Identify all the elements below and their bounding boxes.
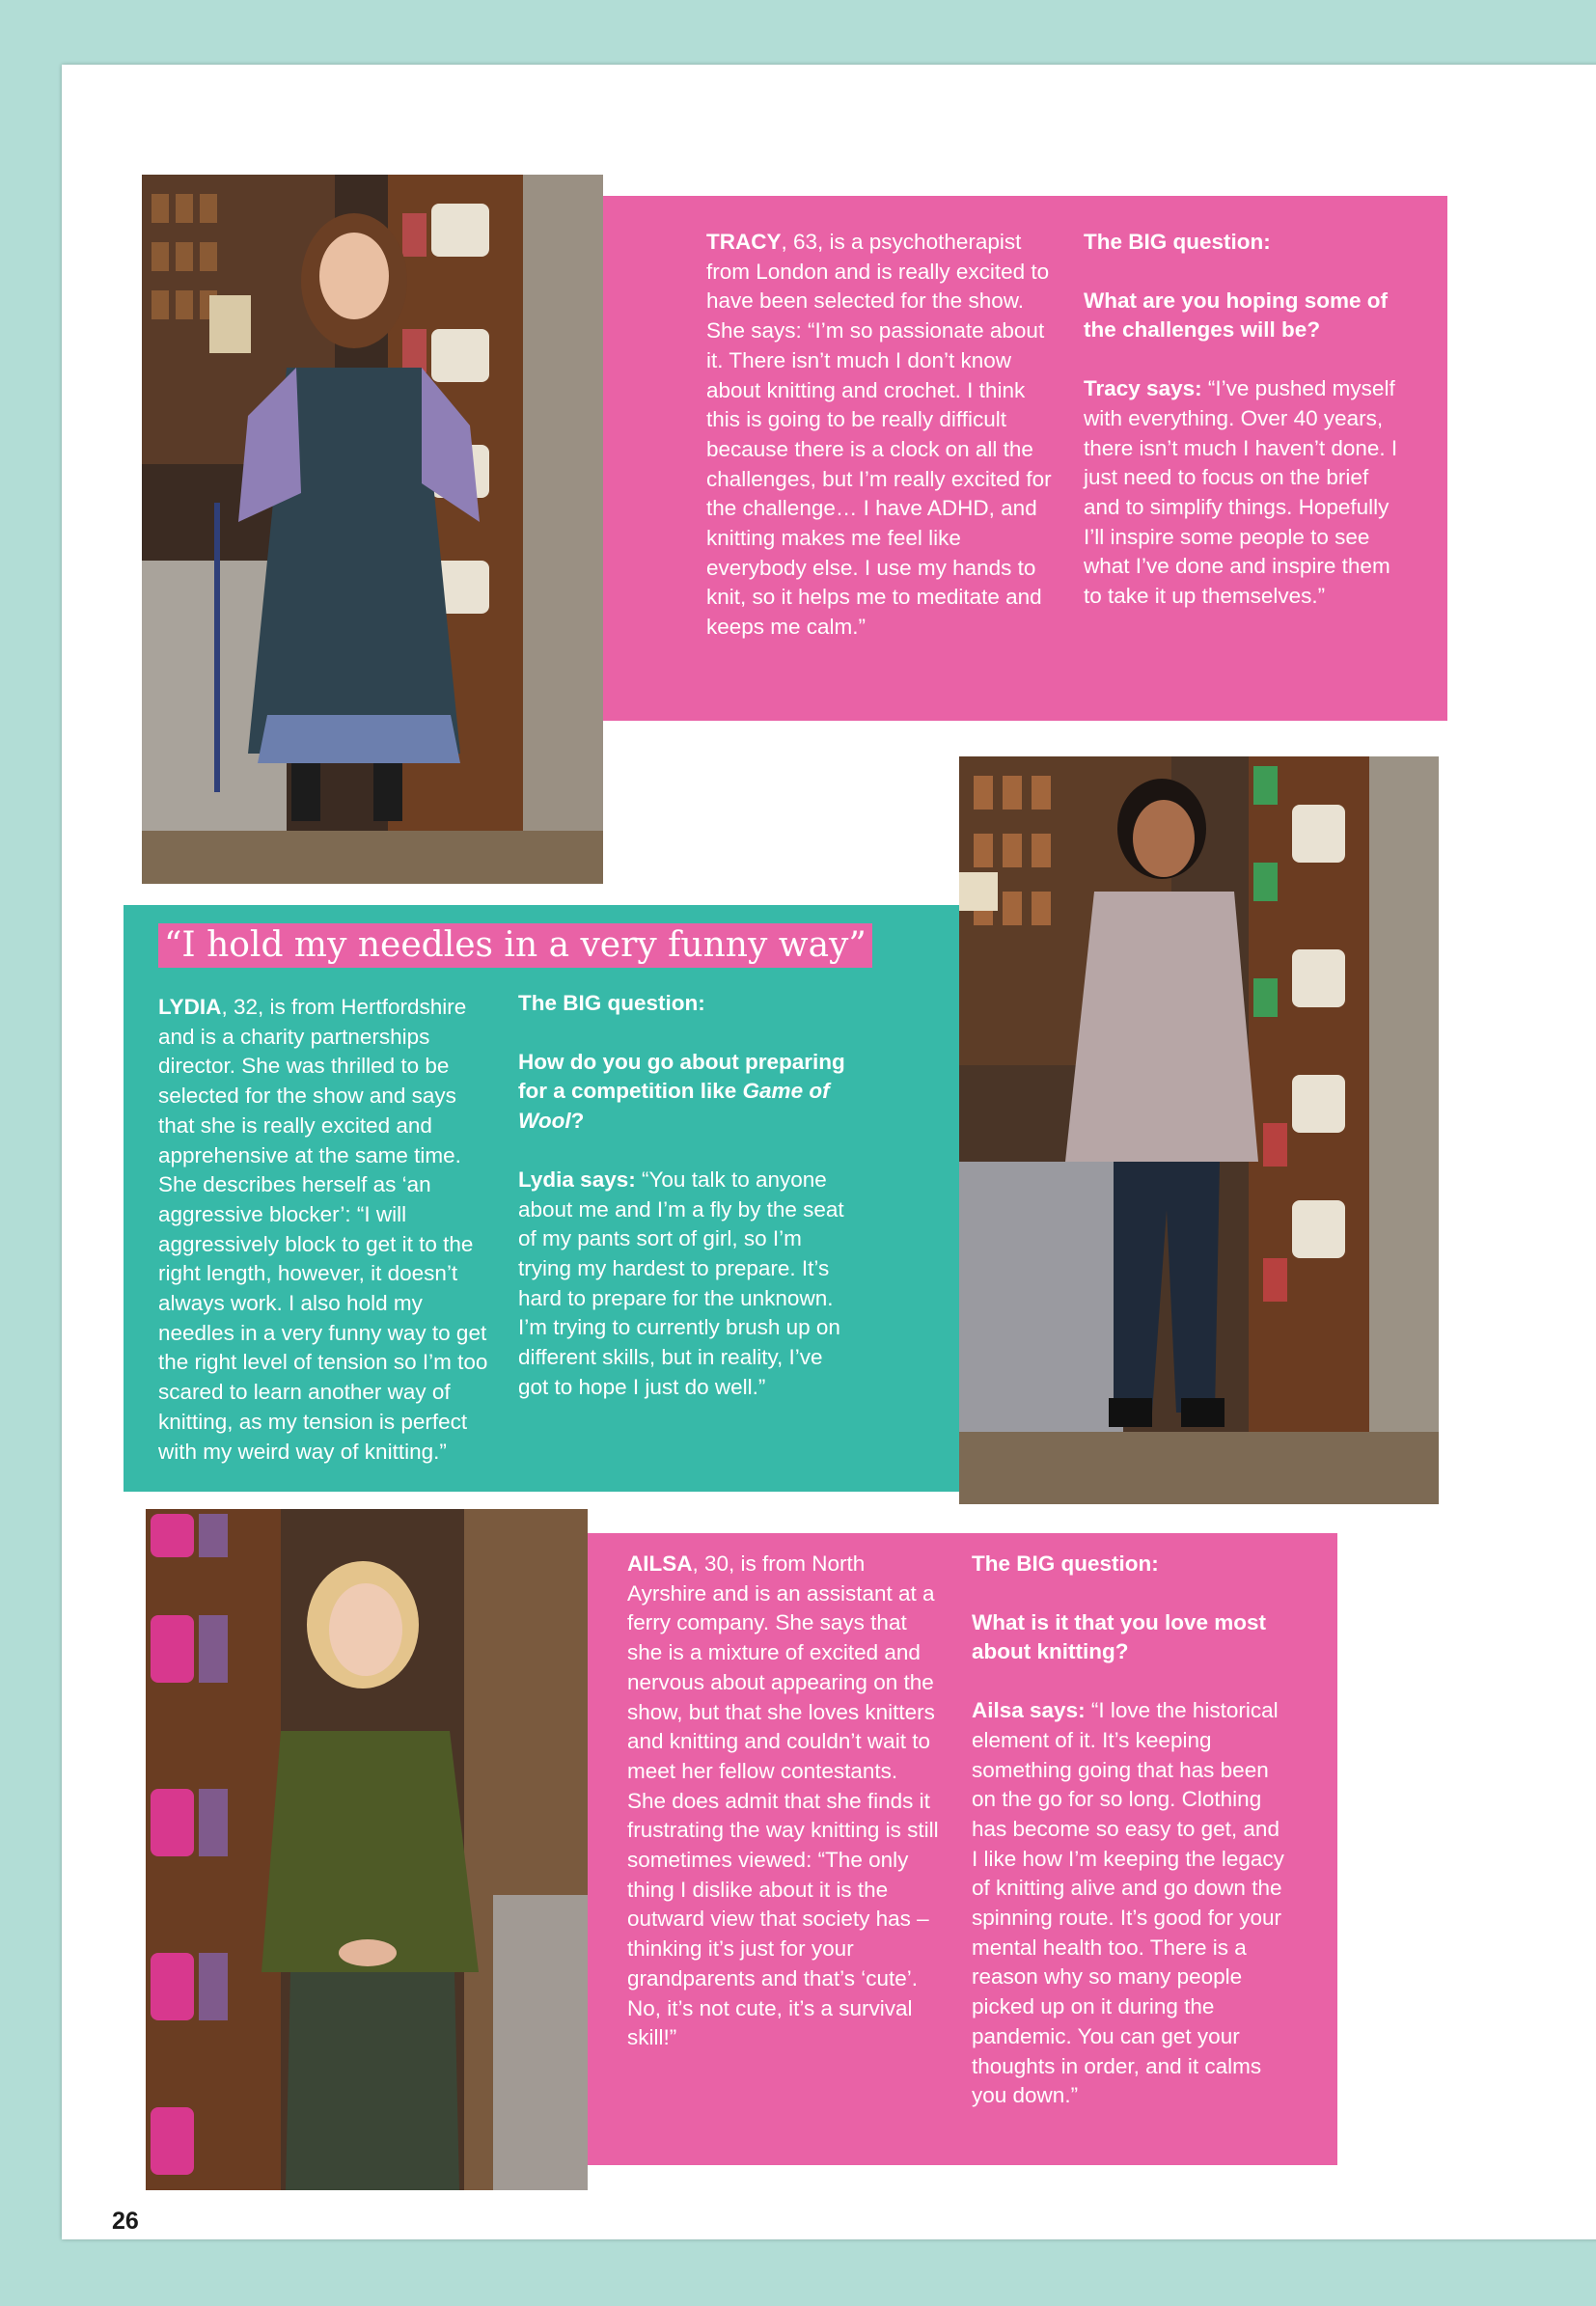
lydia-big-question-label: The BIG question:	[518, 991, 705, 1015]
page-number: 26	[112, 2208, 139, 2235]
tracy-name: TRACY	[706, 230, 782, 254]
lydia-answer: “You talk to anyone about me and I’m a fly by the seat of my pants sort of girl, so I’m trying my hardest to prepare. It’s hard to prepare for the unknown. I’m trying to currently brush up on different skills, but in reality, I’ve got to hope I just do well.”	[518, 1167, 844, 1399]
lydia-question-column	[518, 989, 851, 1402]
ailsa-says-label: Ailsa says:	[972, 1698, 1086, 1723]
tracy-big-question-label: The BIG question:	[1084, 230, 1271, 254]
ailsa-photo	[146, 1509, 588, 2190]
ailsa-intro-column	[627, 1550, 941, 2053]
tracy-photo	[142, 175, 603, 884]
lydia-question: How do you go about preparing for a competition like Game of Wool?	[518, 1049, 845, 1134]
tracy-intro: , 63, is a psychotherapist from London and is really excited to have been selected for the show. She says: “I’m so passionate about it. There isn’t much I don’t know about knitting and crochet. I think this is going to be really difficult because there is a clock on all the challenges, but I’m really excited for the challenge… I have ADHD, and knitting makes me feel like everybody else. I use my hands to knit, so it helps me to meditate and keeps me calm.”	[706, 230, 1052, 640]
lydia-intro-column	[158, 993, 498, 1467]
lydia-intro: , 32, is from Hertfordshire and is a charity partnerships director. She was thrilled to be selected for the show and says that she is really excited and apprehensive at the same time. She describes herself as ‘an aggressive blocker’: “I will aggressively block to get it to the right length, however, it doesn’t always work. I also hold my needles in a very funny way to get the right level of tension so I’m too scared to learn another way of knitting, as my tension is perfect with my weird way of knitting.”	[158, 995, 488, 1464]
lydia-name: LYDIA	[158, 995, 222, 1019]
ailsa-question-column	[972, 1550, 1290, 2111]
ailsa-intro: , 30, is from North Ayrshire and is an assistant at a ferry company. She says that she is a mixture of excited and nervous about appearing on the show, but that she loves knitters and knitting and couldn’t wait to meet her fellow contestants. She does admit that she finds it frustrating the way knitting is still sometimes viewed: “The only thing I dislike about it is the outward view that society has – thinking it’s just for your grandparents and that’s ‘cute’. No, it’s not cute, it’s a survival skill!”	[627, 1551, 939, 2050]
lydia-says-label: Lydia says:	[518, 1167, 636, 1192]
ailsa-question: What is it that you love most about knitting?	[972, 1609, 1267, 1664]
ailsa-name: AILSA	[627, 1551, 693, 1576]
ailsa-answer: “I love the historical element of it. It’s keeping something going that has been on the go for so long. Clothing has become so easy to get, and I like how I’m keeping the legacy of knitting alive and go down the spinning route. It’s good for your mental health too. There is a reason why so many people picked up on it during the pandemic. You can get your thoughts in order, and it calms you down.”	[972, 1698, 1284, 2108]
tracy-says-label: Tracy says:	[1084, 376, 1202, 401]
tracy-question: What are you hoping some of the challenges will be?	[1084, 288, 1389, 343]
tracy-answer: “I’ve pushed myself with everything. Over 40 years, there isn’t much I haven’t done. I just need to focus on the brief and to simplify things. Hopefully I’ll inspire some people to see what I’ve done and inspire them to take it up themselves.”	[1084, 376, 1398, 609]
tracy-question-column	[1084, 228, 1402, 612]
ailsa-big-question-label: The BIG question:	[972, 1551, 1159, 1576]
show-title: Game of Wool	[518, 1079, 830, 1134]
lydia-pull-quote: “I hold my needles in a very funny way”	[158, 923, 872, 968]
lydia-photo	[959, 756, 1439, 1504]
tracy-intro-column	[706, 228, 1058, 643]
